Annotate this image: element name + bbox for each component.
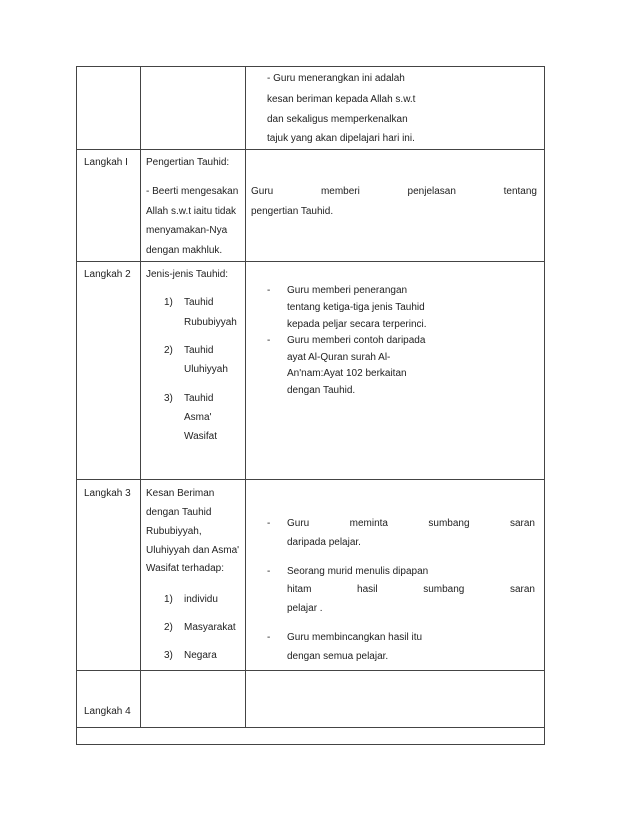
cell-text: Allah s.w.t iaitu tidak xyxy=(146,206,237,217)
bullet-text: daripada pelajar. xyxy=(287,537,361,548)
list-item: Negara xyxy=(184,650,217,661)
cell-heading: Wasifat terhadap: xyxy=(146,563,225,574)
bullet-dash: - xyxy=(267,566,271,577)
cell-text: tajuk yang akan dipelajari hari ini. xyxy=(267,133,415,144)
bullet-text: An'nam:Ayat 102 berkaitan xyxy=(287,368,407,379)
bullet-text: dengan Tauhid. xyxy=(287,385,356,396)
row-divider xyxy=(76,149,545,150)
row-divider xyxy=(76,727,545,728)
bullet-dash: - xyxy=(267,285,271,296)
bullet-text: Guru memberi penerangan xyxy=(287,285,408,296)
word: memberi xyxy=(320,186,360,197)
list-item: Tauhid xyxy=(184,345,214,356)
word: hitam xyxy=(287,584,312,595)
cell-text: - Beerti mengesakan xyxy=(146,186,239,197)
list-number: 3) xyxy=(164,393,173,404)
cell-text: menyamakan-Nya xyxy=(146,225,228,236)
cell-text: dan sekaligus memperkenalkan xyxy=(267,114,408,125)
bullet-dash: - xyxy=(267,335,271,346)
word: sumbang xyxy=(428,518,470,529)
word: Guru xyxy=(287,518,310,529)
bullet-text: pelajar . xyxy=(287,603,323,614)
justified-line xyxy=(287,518,535,530)
list-item: Tauhid xyxy=(184,393,214,404)
list-number: 2) xyxy=(164,345,173,356)
word: penjelasan xyxy=(407,186,456,197)
table-border-top xyxy=(76,66,545,67)
cell-heading: Kesan Beriman xyxy=(146,488,215,499)
column-divider xyxy=(245,66,246,727)
cell-heading: dengan Tauhid xyxy=(146,507,212,518)
table-border-right xyxy=(544,66,545,745)
cell-text: pengertian Tauhid. xyxy=(251,206,334,217)
word: Guru xyxy=(251,186,274,197)
table-border-left xyxy=(76,66,77,745)
table-border-bottom xyxy=(76,744,545,745)
list-item: Wasifat xyxy=(184,431,217,442)
cell-text: - Guru menerangkan ini adalah xyxy=(267,73,405,84)
word: tentang xyxy=(503,186,537,197)
word: hasil xyxy=(357,584,378,595)
list-item: Rububiyyah xyxy=(184,317,237,328)
bullet-dash: - xyxy=(267,632,271,643)
bullet-text: Guru membincangkan hasil itu xyxy=(287,632,423,643)
word: sumbang xyxy=(423,584,465,595)
cell-heading: Rububiyyah, xyxy=(146,526,202,537)
list-item: Asma' xyxy=(184,412,212,423)
cell-text: Pengertian Tauhid: xyxy=(146,157,230,168)
bullet-text: Guru memberi contoh daripada xyxy=(287,335,426,346)
bullet-text: tentang ketiga-tiga jenis Tauhid xyxy=(287,302,425,313)
step-label: Langkah 4 xyxy=(84,706,131,717)
step-label: Langkah I xyxy=(84,157,128,168)
list-item: Uluhiyyah xyxy=(184,364,228,375)
bullet-text: ayat Al-Quran surah Al- xyxy=(287,352,391,363)
cell-text: dengan makhluk. xyxy=(146,245,223,256)
cell-text: kesan beriman kepada Allah s.w.t xyxy=(267,94,416,105)
step-label: Langkah 2 xyxy=(84,269,131,280)
list-number: 1) xyxy=(164,297,173,308)
cell-heading: Uluhiyyah dan Asma' xyxy=(146,545,240,556)
list-item: individu xyxy=(184,594,218,605)
bullet-text: kepada peljar secara terperinci. xyxy=(287,319,427,330)
column-divider xyxy=(140,66,141,727)
list-number: 2) xyxy=(164,622,173,633)
row-divider xyxy=(76,261,545,262)
row-divider xyxy=(76,479,545,480)
step-label: Langkah 3 xyxy=(84,488,131,499)
row-divider xyxy=(76,670,545,671)
justified-line xyxy=(287,584,535,596)
list-number: 3) xyxy=(164,650,173,661)
word: saran xyxy=(509,518,535,529)
list-item: Masyarakat xyxy=(184,622,236,633)
list-number: 1) xyxy=(164,594,173,605)
bullet-text: Seorang murid menulis dipapan xyxy=(287,566,429,577)
list-item: Tauhid xyxy=(184,297,214,308)
bullet-dash: - xyxy=(267,518,271,529)
bullet-text: dengan semua pelajar. xyxy=(287,651,389,662)
word: saran xyxy=(509,584,535,595)
word: meminta xyxy=(349,518,388,529)
justified-line xyxy=(251,186,537,198)
cell-heading: Jenis-jenis Tauhid: xyxy=(146,269,229,280)
